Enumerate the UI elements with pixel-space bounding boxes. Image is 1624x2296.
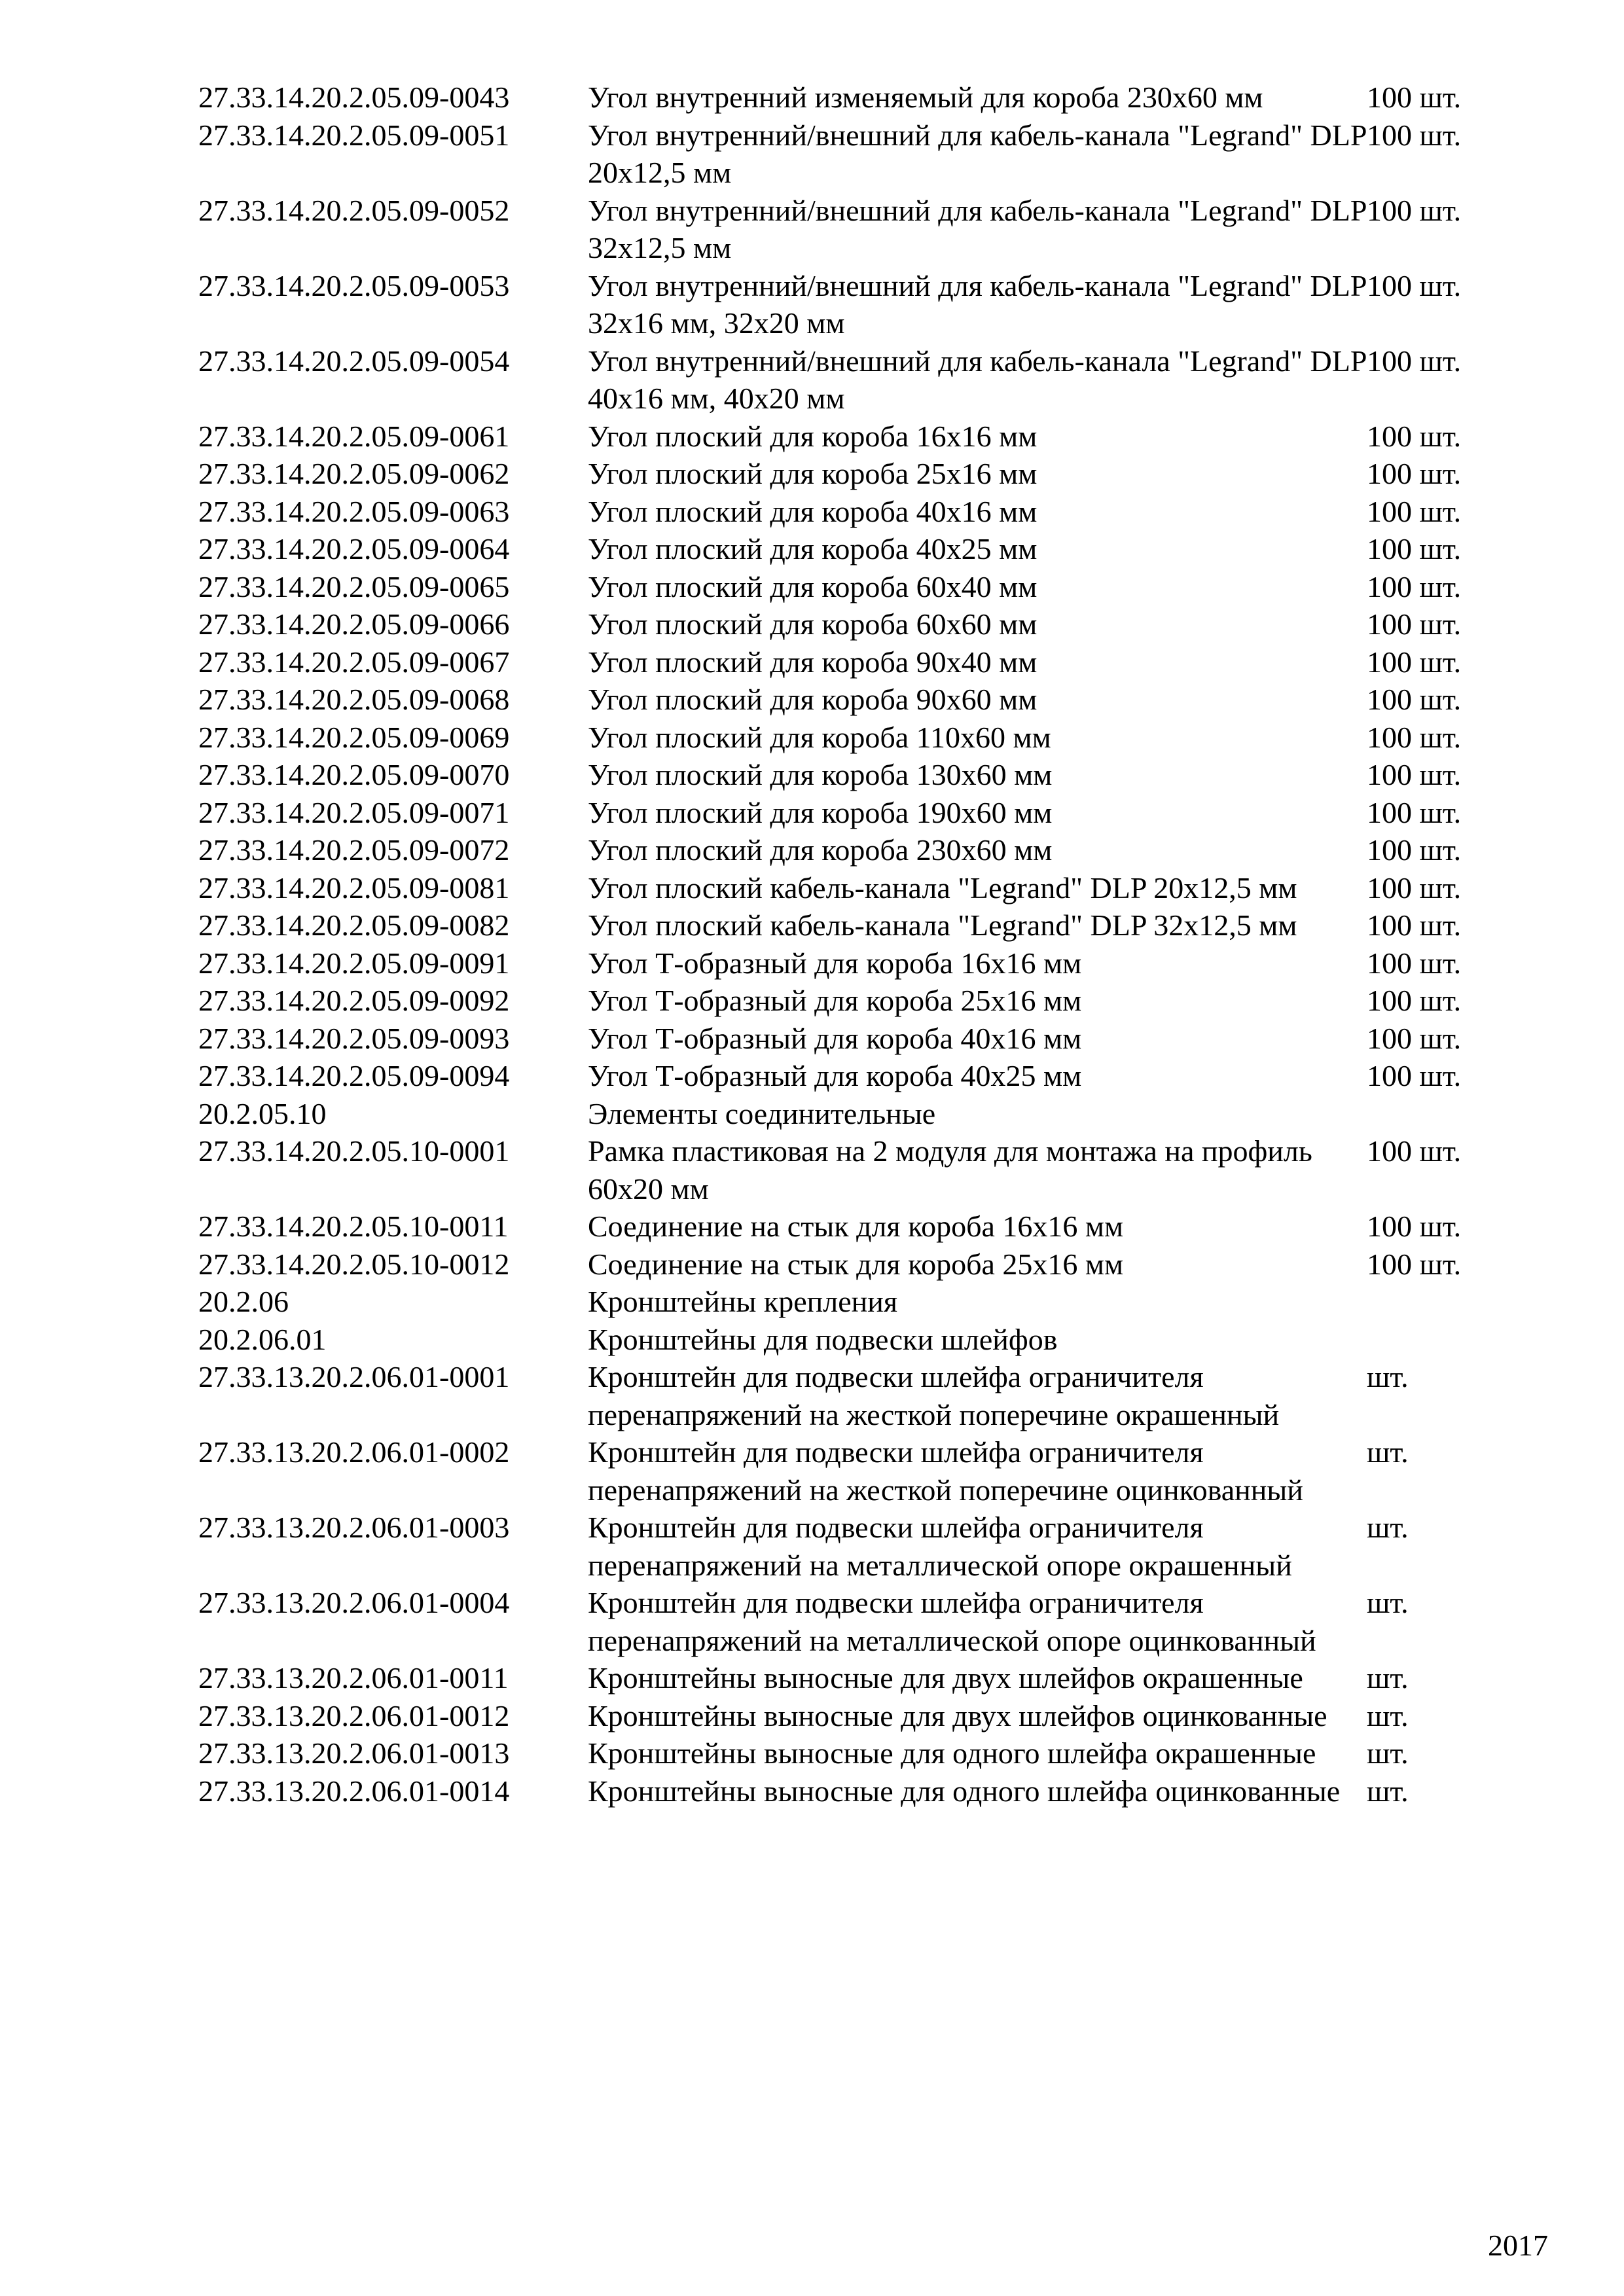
resource-code: 27.33.14.20.2.05.09-0081 (198, 870, 510, 905)
measurement-unit: 100 шт. (1367, 758, 1462, 791)
resource-name: Соединение на стык для короба 16х16 мм (588, 1210, 1124, 1243)
resource-code: 27.33.13.20.2.06.01-0003 (198, 1511, 510, 1544)
table-row (198, 1132, 1494, 1208)
table-row (198, 794, 1494, 832)
resource-code: 27.33.14.20.2.05.09-0082 (198, 908, 510, 942)
table-row (198, 342, 1494, 418)
measurement-unit: 100 шт. (1367, 1247, 1462, 1281)
table-row (198, 267, 1494, 342)
measurement-unit: 100 шт. (1367, 268, 1462, 302)
measurement-unit: 100 шт. (1367, 870, 1462, 905)
resource-code: 27.33.14.20.2.05.09-0052 (198, 193, 510, 227)
table-row (198, 1697, 1494, 1735)
table-row (198, 719, 1494, 757)
table-row (198, 493, 1494, 531)
resource-name: Угол плоский кабель-канала "Legrand" DLP 32х12,5 мм (588, 908, 1297, 942)
resource-name: Угол плоский для короба 130х60 мм (588, 758, 1053, 791)
measurement-unit: 100 шт. (1367, 494, 1462, 528)
table-row (198, 1509, 1494, 1584)
measurement-unit: 100 шт. (1367, 1059, 1462, 1092)
resource-code: 27.33.14.20.2.05.09-0054 (198, 344, 510, 378)
resource-name: Угол плоский для короба 60х60 мм (588, 607, 1038, 641)
resource-name: Кронштейны выносные для одного шлейфа окрашенные (588, 1736, 1316, 1770)
resource-code: 27.33.13.20.2.06.01-0002 (198, 1435, 510, 1469)
resource-name: Соединение на стык для короба 25х16 мм (588, 1247, 1124, 1281)
measurement-unit: 100 шт. (1367, 193, 1462, 227)
measurement-unit: 100 шт. (1367, 795, 1462, 829)
resource-name: Кронштейн для подвески шлейфа ограничителя перенапряжений на жесткой поперечине окрашенный (588, 1360, 1280, 1431)
table-row (198, 831, 1494, 869)
resource-name: Угол плоский для короба 190х60 мм (588, 795, 1053, 829)
resource-code: 27.33.14.20.2.05.09-0065 (198, 569, 510, 603)
resource-code: 27.33.14.20.2.05.09-0070 (198, 758, 510, 791)
resource-code: 27.33.14.20.2.05.09-0051 (198, 118, 510, 152)
measurement-unit: 100 шт. (1367, 833, 1462, 867)
resource-code: 27.33.14.20.2.05.09-0043 (198, 81, 510, 114)
measurement-unit: 100 шт. (1367, 419, 1462, 453)
resource-code: 27.33.14.20.2.05.09-0068 (198, 683, 510, 716)
table-row (198, 906, 1494, 944)
section-title: Элементы соединительные (588, 1096, 936, 1130)
table-row (198, 643, 1494, 681)
resource-name: Угол плоский для короба 110х60 мм (588, 720, 1051, 754)
section-heading-row (198, 1321, 1494, 1359)
resource-code: 27.33.13.20.2.06.01-0011 (198, 1661, 509, 1695)
table-row (198, 1772, 1494, 1810)
table-row (198, 869, 1494, 907)
resource-name: Угол плоский для короба 25х16 мм (588, 457, 1038, 490)
resource-name: Кронштейны выносные для двух шлейфов окрашенные (588, 1661, 1303, 1695)
table-row (198, 1659, 1494, 1697)
measurement-unit: 100 шт. (1367, 984, 1462, 1017)
measurement-unit: 100 шт. (1367, 569, 1462, 603)
resource-code: 27.33.14.20.2.05.09-0094 (198, 1059, 510, 1092)
measurement-unit: 100 шт. (1367, 946, 1462, 980)
resource-code: 27.33.13.20.2.06.01-0004 (198, 1586, 510, 1619)
resource-code: 27.33.14.20.2.05.09-0061 (198, 419, 510, 453)
measurement-unit: 100 шт. (1367, 1021, 1462, 1055)
page-number: 2017 (1488, 2229, 1548, 2262)
resource-name: Угол внутренний/внешний для кабель-канала "Legrand" DLP 32х12,5 мм (588, 193, 1366, 264)
measurement-unit: 100 шт. (1367, 532, 1462, 565)
table-row (198, 756, 1494, 794)
table-row (198, 1584, 1494, 1659)
resource-name: Кронштейны выносные для двух шлейфов оцинкованные (588, 1698, 1327, 1732)
resource-code: 27.33.14.20.2.05.09-0062 (198, 457, 510, 490)
table-row (198, 681, 1494, 719)
resource-code: 27.33.14.20.2.05.09-0053 (198, 268, 510, 302)
resource-name: Угол внутренний/внешний для кабель-канала "Legrand" DLP 40х16 мм, 40х20 мм (588, 344, 1366, 415)
resource-code: 27.33.14.20.2.05.09-0066 (198, 607, 510, 641)
table-row (198, 117, 1494, 192)
resource-name: Угол плоский кабель-канала "Legrand" DLP 20х12,5 мм (588, 870, 1297, 905)
measurement-unit: шт. (1367, 1661, 1409, 1695)
resource-code: 27.33.14.20.2.05.09-0071 (198, 795, 510, 829)
resource-code: 27.33.14.20.2.05.09-0092 (198, 984, 510, 1017)
measurement-unit: шт. (1367, 1435, 1409, 1469)
table-row (198, 530, 1494, 568)
resource-code: 27.33.14.20.2.05.10-0001 (198, 1134, 510, 1168)
resource-name: Рамка пластиковая на 2 модуля для монтажа на профиль 60х20 мм (588, 1134, 1312, 1206)
resource-code: 27.33.14.20.2.05.09-0091 (198, 946, 510, 980)
resource-code: 27.33.14.20.2.05.10-0011 (198, 1210, 509, 1243)
measurement-unit: 100 шт. (1367, 1210, 1462, 1243)
measurement-unit: 100 шт. (1367, 645, 1462, 679)
section-code: 20.2.06.01 (198, 1322, 327, 1356)
measurement-unit: 100 шт. (1367, 81, 1462, 114)
table-row (198, 1734, 1494, 1772)
section-title: Кронштейны для подвески шлейфов (588, 1322, 1058, 1356)
resource-code: 27.33.14.20.2.05.10-0012 (198, 1247, 510, 1281)
resource-code: 27.33.13.20.2.06.01-0013 (198, 1736, 510, 1770)
resource-code: 27.33.14.20.2.05.09-0093 (198, 1021, 510, 1055)
table-row (198, 982, 1494, 1020)
measurement-unit: 100 шт. (1367, 908, 1462, 942)
table-row (198, 455, 1494, 493)
resource-code: 27.33.13.20.2.06.01-0001 (198, 1360, 510, 1393)
measurement-unit: шт. (1367, 1360, 1409, 1393)
resource-name: Угол плоский для короба 90х40 мм (588, 645, 1038, 679)
section-code: 20.2.05.10 (198, 1096, 327, 1130)
measurement-unit: 100 шт. (1367, 1134, 1462, 1168)
resource-name: Угол плоский для короба 230х60 мм (588, 833, 1053, 867)
resource-name: Угол Т-образный для короба 40х25 мм (588, 1059, 1082, 1092)
measurement-unit: 100 шт. (1367, 720, 1462, 754)
measurement-unit: 100 шт. (1367, 118, 1462, 152)
resource-name: Угол плоский для короба 40х16 мм (588, 494, 1038, 528)
table-row (198, 568, 1494, 606)
resource-name: Угол плоский для короба 16х16 мм (588, 419, 1038, 453)
catalog-table (198, 79, 1494, 1810)
table-row (198, 1246, 1494, 1283)
measurement-unit: 100 шт. (1367, 607, 1462, 641)
table-row (198, 1057, 1494, 1095)
resource-code: 27.33.14.20.2.05.09-0063 (198, 494, 510, 528)
measurement-unit: 100 шт. (1367, 457, 1462, 490)
table-row (198, 418, 1494, 456)
resource-name: Угол Т-образный для короба 40х16 мм (588, 1021, 1082, 1055)
resource-name: Кронштейн для подвески шлейфа ограничителя перенапряжений на жесткой поперечине оцинкованный (588, 1435, 1303, 1507)
resource-code: 27.33.14.20.2.05.09-0072 (198, 833, 510, 867)
resource-name: Угол внутренний/внешний для кабель-канала "Legrand" DLP 20х12,5 мм (588, 118, 1366, 189)
resource-name: Кронштейн для подвески шлейфа ограничителя перенапряжений на металлической опоре окрашенный (588, 1511, 1292, 1582)
table-row (198, 1208, 1494, 1246)
measurement-unit: шт. (1367, 1774, 1409, 1808)
section-title: Кронштейны крепления (588, 1285, 898, 1318)
measurement-unit: шт. (1367, 1586, 1409, 1619)
resource-name: Угол внутренний/внешний для кабель-канала "Legrand" DLP 32х16 мм, 32х20 мм (588, 268, 1366, 340)
resource-name: Угол Т-образный для короба 25х16 мм (588, 984, 1082, 1017)
resource-name: Угол Т-образный для короба 16х16 мм (588, 946, 1082, 980)
measurement-unit: 100 шт. (1367, 683, 1462, 716)
table-row (198, 192, 1494, 267)
resource-code: 27.33.14.20.2.05.09-0069 (198, 720, 510, 754)
table-row (198, 1358, 1494, 1433)
table-row (198, 944, 1494, 982)
resource-code: 27.33.13.20.2.06.01-0014 (198, 1774, 510, 1808)
resource-name: Кронштейн для подвески шлейфа ограничителя перенапряжений на металлической опоре оцинкованный (588, 1586, 1316, 1657)
resource-code: 27.33.14.20.2.05.09-0064 (198, 532, 510, 565)
table-row (198, 1433, 1494, 1509)
measurement-unit: шт. (1367, 1736, 1409, 1770)
measurement-unit: 100 шт. (1367, 344, 1462, 378)
section-heading-row (198, 1095, 1494, 1133)
table-row (198, 1020, 1494, 1058)
resource-code: 27.33.14.20.2.05.09-0067 (198, 645, 510, 679)
section-code: 20.2.06 (198, 1285, 289, 1318)
section-heading-row (198, 1283, 1494, 1321)
measurement-unit: шт. (1367, 1698, 1409, 1732)
resource-name: Угол плоский для короба 90х60 мм (588, 683, 1038, 716)
table-row (198, 605, 1494, 643)
table-row (198, 79, 1494, 117)
measurement-unit: шт. (1367, 1511, 1409, 1544)
resource-name: Угол плоский для короба 60х40 мм (588, 569, 1038, 603)
resource-name: Угол внутренний изменяемый для короба 230х60 мм (588, 81, 1263, 114)
resource-code: 27.33.13.20.2.06.01-0012 (198, 1698, 510, 1732)
resource-name: Угол плоский для короба 40х25 мм (588, 532, 1038, 565)
resource-name: Кронштейны выносные для одного шлейфа оцинкованные (588, 1774, 1341, 1808)
